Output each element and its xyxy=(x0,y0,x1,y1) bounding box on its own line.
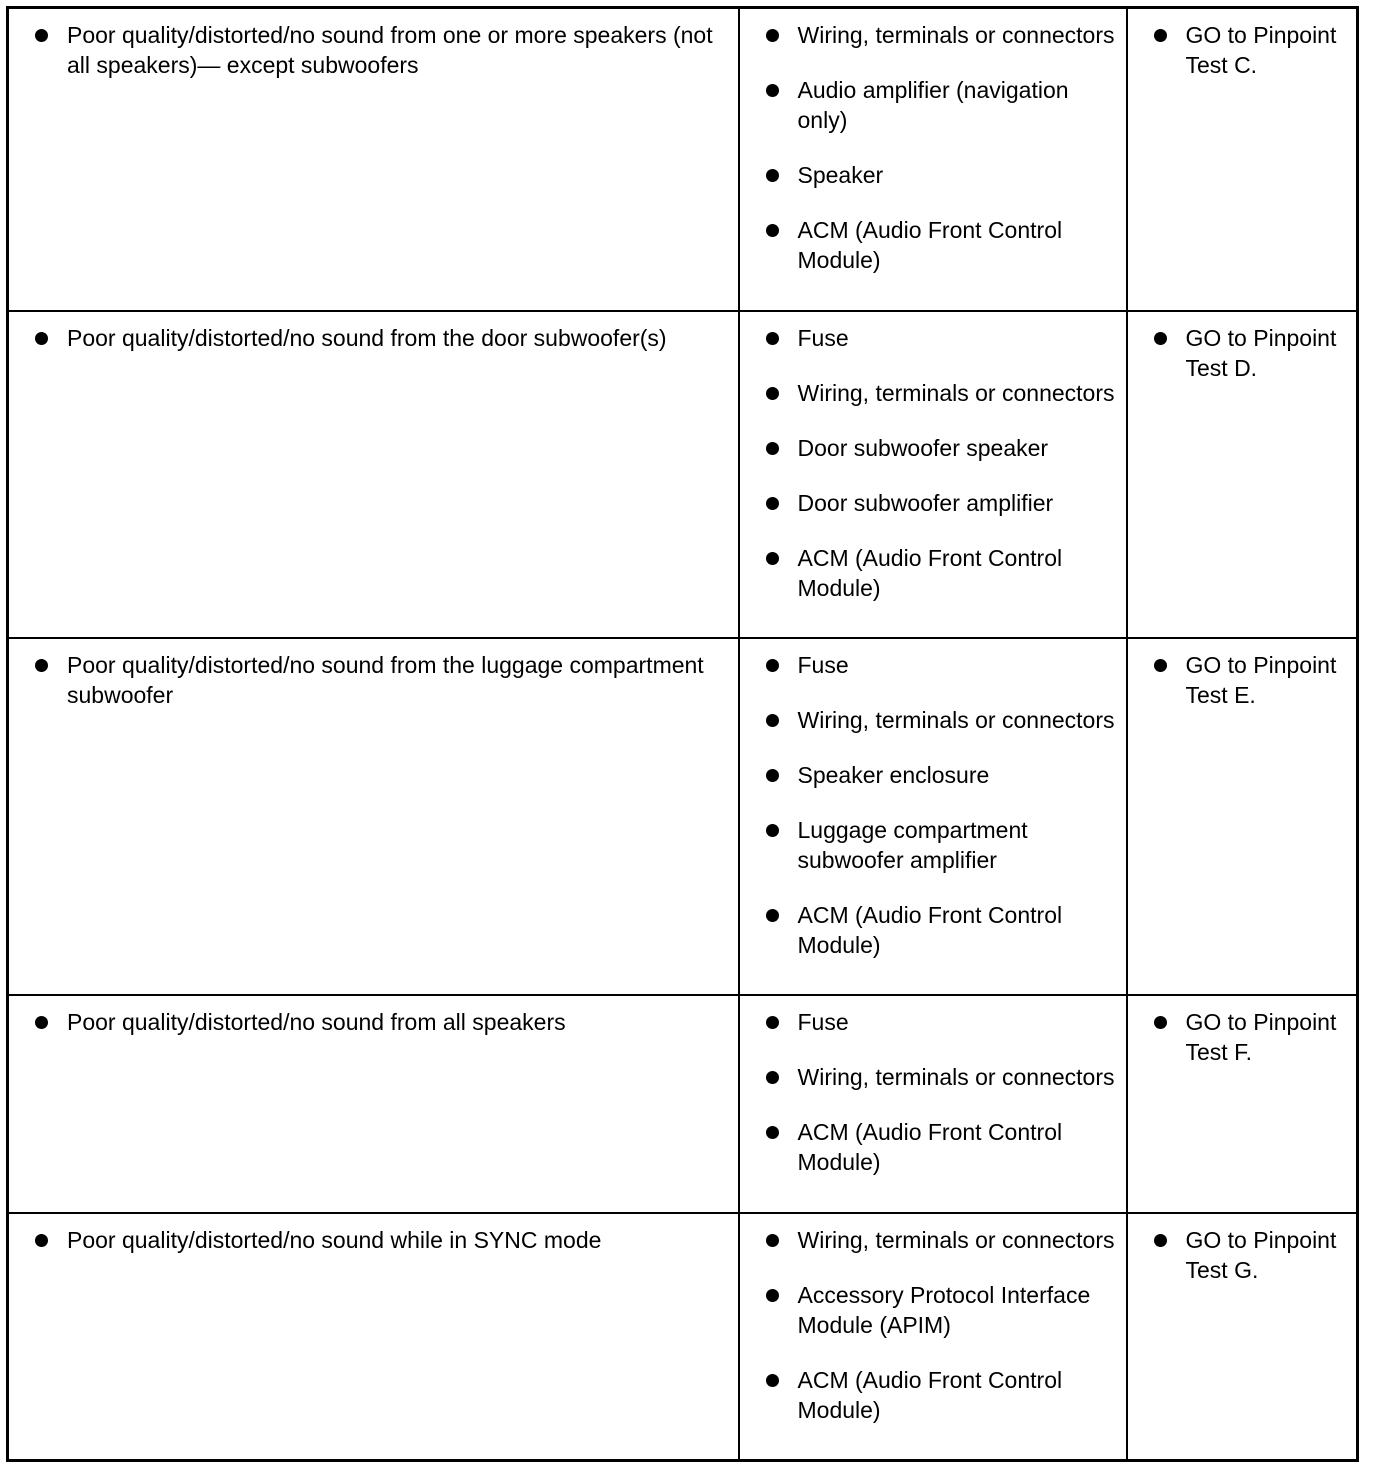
possible-source-item: Fuse xyxy=(798,1007,1118,1037)
possible-source-item: Speaker enclosure xyxy=(798,760,1118,790)
symptom-chart-table xyxy=(6,6,1359,1462)
symptom-cell xyxy=(8,638,739,995)
possible-source-item: ACM (Audio Front Control Module) xyxy=(798,543,1118,603)
symptom-text: Poor quality/distorted/no sound while in SYNC mode xyxy=(67,1225,726,1255)
action-text: GO to Pinpoint Test E. xyxy=(1186,650,1349,710)
action-text: GO to Pinpoint Test G. xyxy=(1186,1225,1349,1285)
symptom-text: Poor quality/distorted/no sound from one or more speakers (not all speakers)— except subwoofers xyxy=(67,20,726,80)
possible-source-item: Fuse xyxy=(798,323,1118,353)
possible-source-item: ACM (Audio Front Control Module) xyxy=(798,900,1118,960)
possible-sources-cell xyxy=(739,8,1127,311)
possible-source-item: ACM (Audio Front Control Module) xyxy=(798,215,1118,275)
action-cell xyxy=(1127,1213,1358,1461)
possible-source-item: Accessory Protocol Interface Module (APIM) xyxy=(798,1280,1118,1340)
possible-sources-cell xyxy=(739,1213,1127,1461)
action-text: GO to Pinpoint Test D. xyxy=(1186,323,1349,383)
possible-source-item: ACM (Audio Front Control Module) xyxy=(798,1365,1118,1425)
table-row xyxy=(8,638,1358,995)
possible-sources-cell xyxy=(739,311,1127,638)
possible-source-item: Door subwoofer amplifier xyxy=(798,488,1118,518)
possible-sources-cell xyxy=(739,638,1127,995)
action-cell xyxy=(1127,311,1358,638)
symptom-cell xyxy=(8,1213,739,1461)
action-cell xyxy=(1127,8,1358,311)
possible-source-item: Wiring, terminals or connectors xyxy=(798,20,1118,50)
symptom-cell xyxy=(8,311,739,638)
possible-source-item: Door subwoofer speaker xyxy=(798,433,1118,463)
action-cell xyxy=(1127,995,1358,1213)
action-text: GO to Pinpoint Test C. xyxy=(1186,20,1349,80)
possible-source-item: Fuse xyxy=(798,650,1118,680)
possible-source-item: Wiring, terminals or connectors xyxy=(798,1062,1118,1092)
possible-source-item: Wiring, terminals or connectors xyxy=(798,1225,1118,1255)
possible-source-item: Audio amplifier (navigation only) xyxy=(798,75,1118,135)
possible-source-item: Speaker xyxy=(798,160,1118,190)
symptom-text: Poor quality/distorted/no sound from the luggage compartment subwoofer xyxy=(67,650,726,710)
symptom-cell xyxy=(8,8,739,311)
symptom-cell xyxy=(8,995,739,1213)
possible-source-item: Wiring, terminals or connectors xyxy=(798,705,1118,735)
possible-source-item: ACM (Audio Front Control Module) xyxy=(798,1117,1118,1177)
symptom-text: Poor quality/distorted/no sound from the door subwoofer(s) xyxy=(67,323,726,353)
possible-sources-cell xyxy=(739,995,1127,1213)
action-text: GO to Pinpoint Test F. xyxy=(1186,1007,1349,1067)
table-row xyxy=(8,1213,1358,1461)
possible-source-item: Wiring, terminals or connectors xyxy=(798,378,1118,408)
table-row xyxy=(8,311,1358,638)
symptom-text: Poor quality/distorted/no sound from all speakers xyxy=(67,1007,726,1037)
table-row xyxy=(8,8,1358,311)
possible-source-item: Luggage compartment subwoofer amplifier xyxy=(798,815,1118,875)
table-row xyxy=(8,995,1358,1213)
action-cell xyxy=(1127,638,1358,995)
